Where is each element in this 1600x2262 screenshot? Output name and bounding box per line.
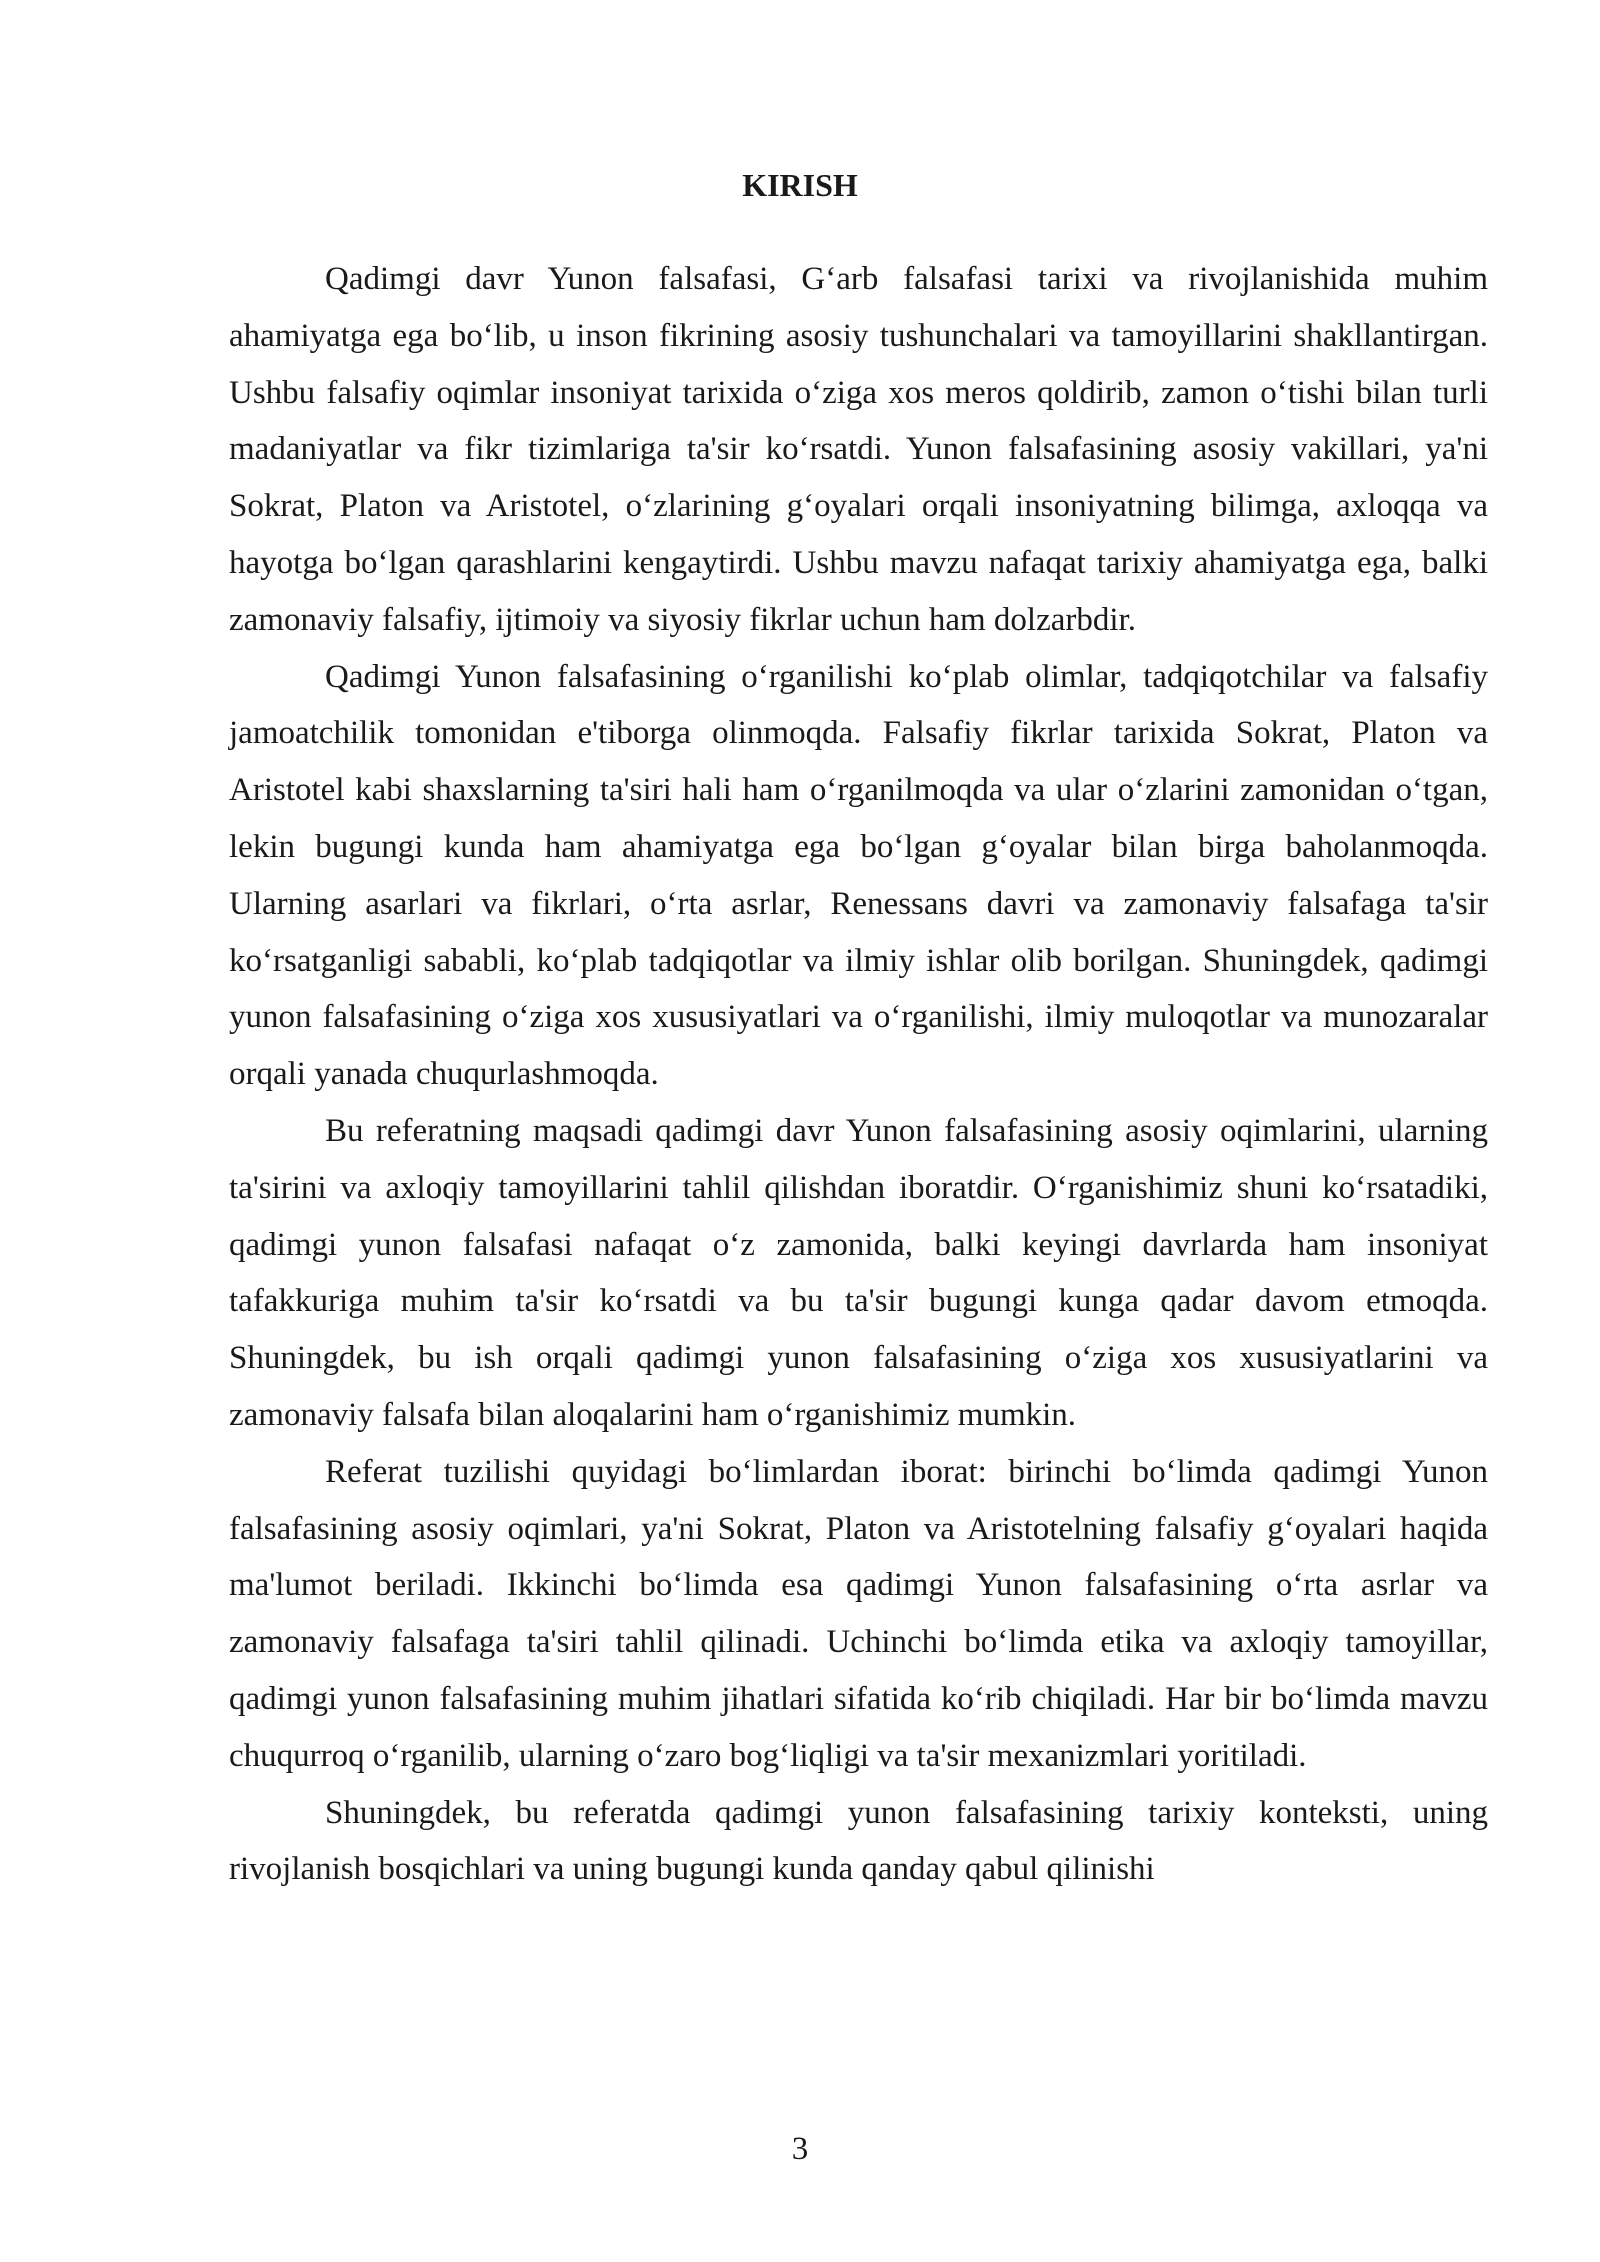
page-number: 3 xyxy=(791,2131,809,2167)
paragraph-1: Qadimgi davr Yunon falsafasi, G‘arb falsafasi tarixi va rivojlanishida muhim ahamiyatga ega bo‘lib, u inson fikrining asosiy tushunchalari va tamoyillarini shakllantirgan. Ushbu falsafiy oqimlar insoniyat tarixida o‘ziga xos meros qoldirib, zamon o‘tishi bilan turli madaniyatlar va fikr tizimlariga ta'sir ko‘rsatdi. Yunon falsafasining asosiy vakillari, ya'ni Sokrat, Platon va Aristotel, o‘zlarining g‘oyalari orqali insoniyatning bilimga, axloqqa va hayotga bo‘lgan qarashlarini kengaytirdi. Ushbu mavzu nafaqat tarixiy ahamiyatga ega, balki zamonaviy falsafiy, ijtimoiy va siyosiy fikrlar uchun ham dolzarbdir. xyxy=(229,261,1488,638)
paragraph-4: Referat tuzilishi quyidagi bo‘limlardan iborat: birinchi bo‘limda qadimgi Yunon falsafasining asosiy oqimlari, ya'ni Sokrat, Platon va Aristotelning falsafiy g‘oyalari haqida ma'lumot beriladi. Ikkinchi bo‘limda esa qadimgi Yunon falsafasining o‘rta asrlar va zamonaviy falsafaga ta'siri tahlil qilinadi. Uchinchi bo‘limda etika va axloqiy tamoyillar, qadimgi yunon falsafasining muhim jihatlari sifatida ko‘rib chiqiladi. Har bir bo‘limda mavzu chuqurroq o‘rganilib, ularning o‘zaro bog‘liqligi va ta'sir mexanizmlari yoritiladi. xyxy=(229,1453,1488,1774)
document-body xyxy=(229,251,1488,1898)
paragraph-5: Shuningdek, bu referatda qadimgi yunon falsafasining tarixiy konteksti, uning rivojlanish bosqichlari va uning bugungi kunda qanday qabul qilinishi xyxy=(229,1794,1488,1888)
paragraph-3: Bu referatning maqsadi qadimgi davr Yunon falsafasining asosiy oqimlarini, ularning ta'sirini va axloqiy tamoyillarini tahlil qilishdan iboratdir. O‘rganishimiz shuni ko‘rsatadiki, qadimgi yunon falsafasi nafaqat o‘z zamonida, balki keyingi davrlarda ham insoniyat tafakkuriga muhim ta'sir ko‘rsatdi va bu ta'sir bugungi kunga qadar davom etmoqda. Shuningdek, bu ish orqali qadimgi yunon falsafasining o‘ziga xos xususiyatlarini va zamonaviy falsafa bilan aloqalarini ham o‘rganishimiz mumkin. xyxy=(229,1112,1488,1433)
page-title: KIRISH xyxy=(742,167,858,203)
paragraph-2: Qadimgi Yunon falsafasining o‘rganilishi ko‘plab olimlar, tadqiqotchilar va falsafiy jamoatchilik tomonidan e'tiborga olinmoqda. Falsafiy fikrlar tarixida Sokrat, Platon va Aristotel kabi shaxslarning ta'siri hali ham o‘rganilmoqda va ular o‘zlarini zamonidan o‘tgan, lekin bugungi kunda ham ahamiyatga ega bo‘lgan g‘oyalar bilan birga baholanmoqda. Ularning asarlari va fikrlari, o‘rta asrlar, Renessans davri va zamonaviy falsafaga ta'sir ko‘rsatganligi sababli, ko‘plab tadqiqotlar va ilmiy ishlar olib borilgan. Shuningdek, qadimgi yunon falsafasining o‘ziga xos xususiyatlari va o‘rganilishi, ilmiy muloqotlar va munozaralar orqali yanada chuqurlashmoqda. xyxy=(229,658,1488,1093)
